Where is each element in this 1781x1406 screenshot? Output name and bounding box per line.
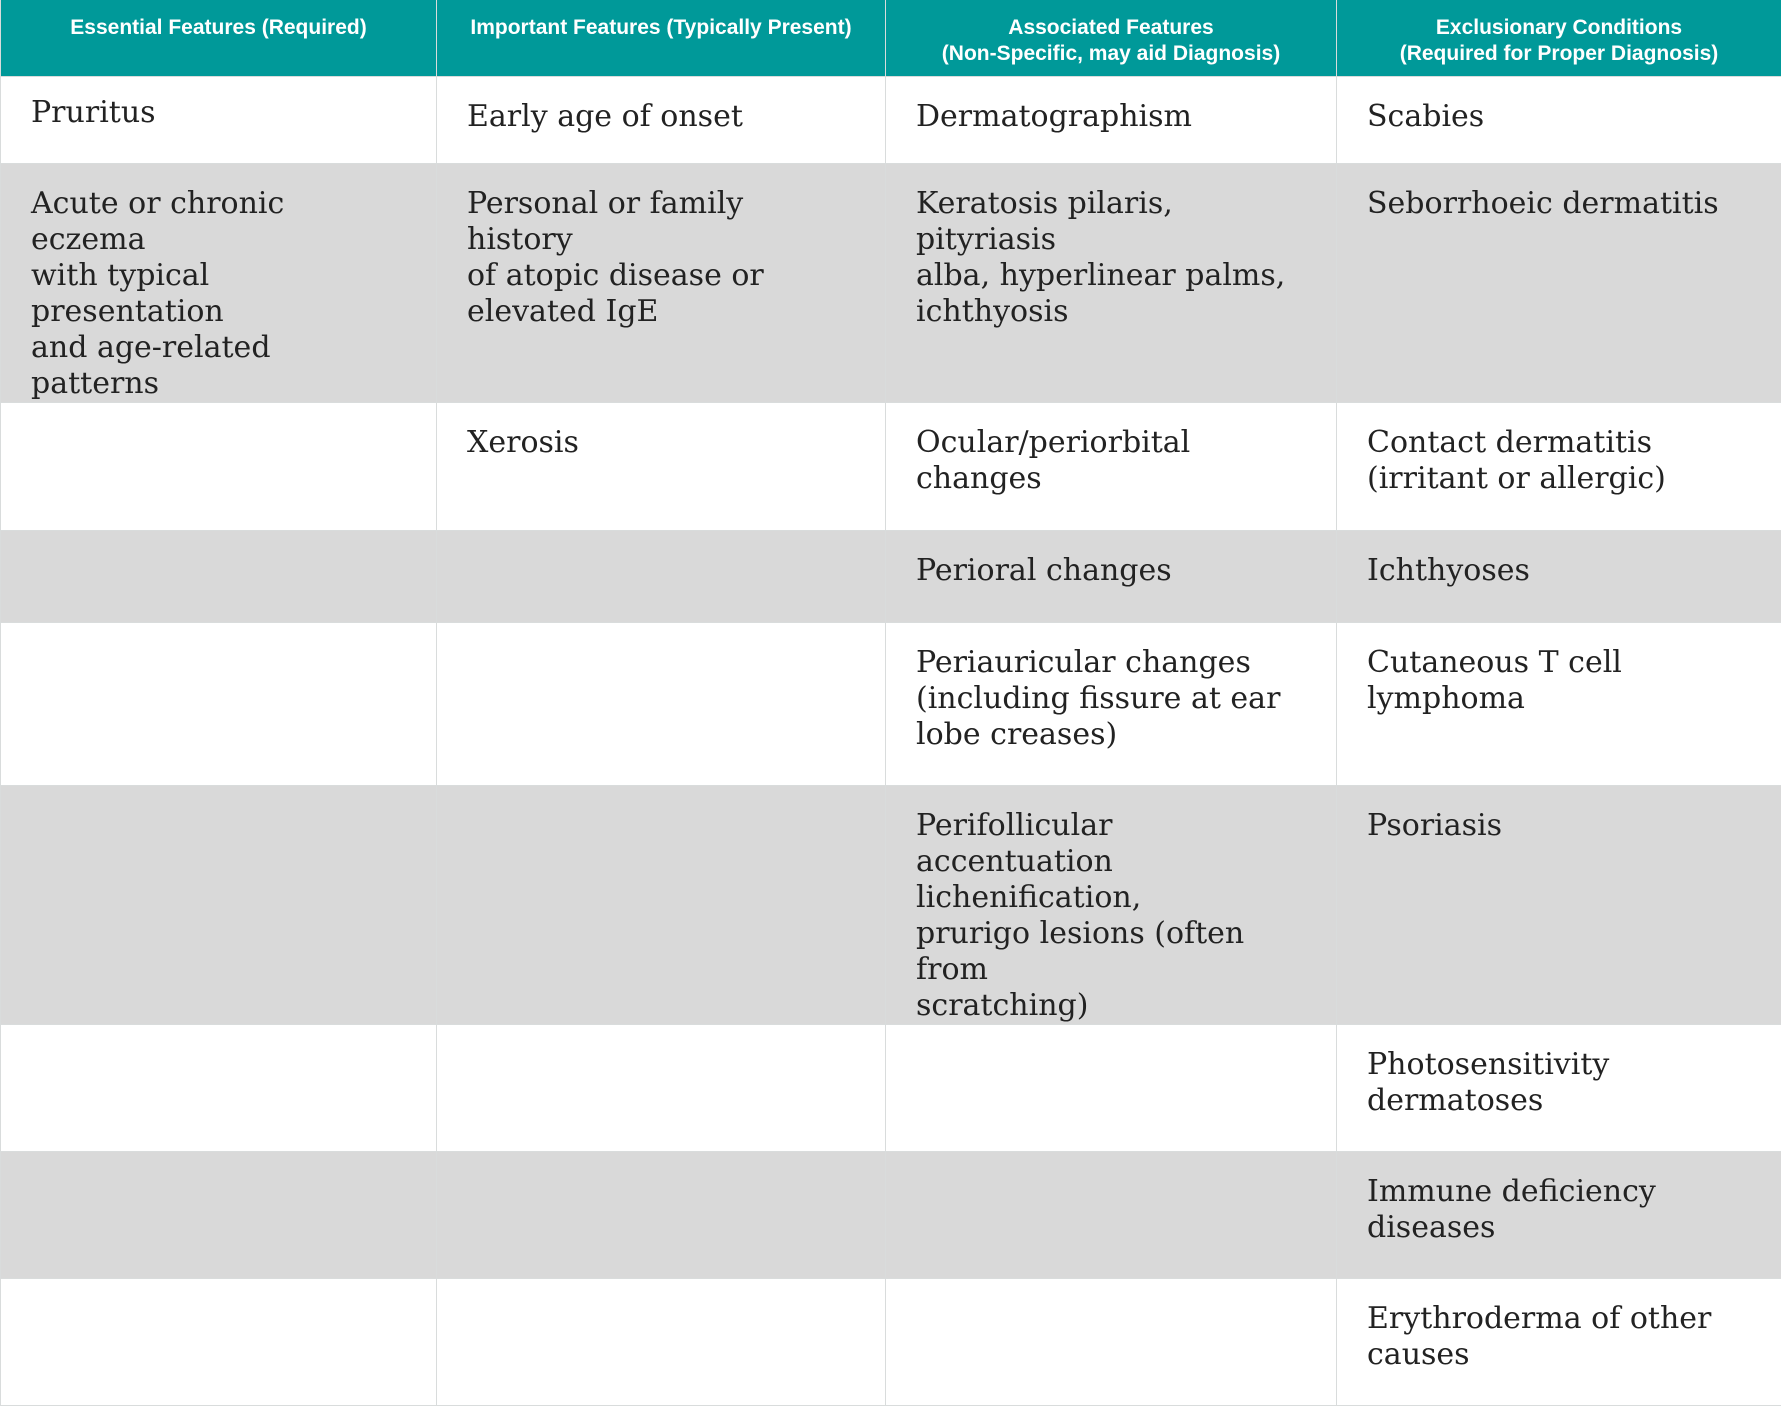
table-row xyxy=(1,785,1781,1024)
header-essential-features: Essential Features (Required) xyxy=(1,0,437,76)
table-cell xyxy=(437,530,886,622)
table-cell xyxy=(886,1278,1337,1405)
table-cell: Seborrhoeic dermatitis xyxy=(1337,163,1781,402)
table-cell: Immune deficiency diseases xyxy=(1337,1151,1781,1278)
table-row xyxy=(1,1024,1781,1151)
table-cell xyxy=(886,1024,1337,1151)
table-row xyxy=(1,76,1781,163)
table-cell xyxy=(1,622,437,785)
table-row xyxy=(1,1278,1781,1405)
table-cell: Perioral changes xyxy=(886,530,1337,622)
table-cell: Contact dermatitis (irritant or allergic) xyxy=(1337,402,1781,530)
table-cell xyxy=(1,785,437,1024)
table-cell xyxy=(1,530,437,622)
table-cell: Periauricular changes (including fissure at ear lobe creases) xyxy=(886,622,1337,785)
table-row xyxy=(1,622,1781,785)
table-cell: Ichthyoses xyxy=(1337,530,1781,622)
table-cell xyxy=(437,1024,886,1151)
table-cell: Personal or family history of atopic disease or elevated IgE xyxy=(437,163,886,402)
table-cell: Perifollicular accentuation lichenification, prurigo lesions (often from scratching) xyxy=(886,785,1337,1024)
table-cell: Scabies xyxy=(1337,76,1781,163)
table-row xyxy=(1,163,1781,402)
header-row xyxy=(1,0,1781,76)
table-cell xyxy=(886,1151,1337,1278)
table-cell xyxy=(1,1024,437,1151)
table-row xyxy=(1,402,1781,530)
table-cell: Psoriasis xyxy=(1337,785,1781,1024)
table-cell xyxy=(437,785,886,1024)
table-cell xyxy=(1,1278,437,1405)
header-exclusionary-conditions: Exclusionary Conditions (Required for Proper Diagnosis) xyxy=(1337,0,1781,76)
table-cell: Photosensitivity dermatoses xyxy=(1337,1024,1781,1151)
table-row xyxy=(1,1151,1781,1278)
table-cell: Erythroderma of other causes xyxy=(1337,1278,1781,1405)
table-cell: Xerosis xyxy=(437,402,886,530)
table-cell: Dermatographism xyxy=(886,76,1337,163)
table-cell xyxy=(1,402,437,530)
table-cell xyxy=(437,1151,886,1278)
header-associated-features: Associated Features (Non-Specific, may aid Diagnosis) xyxy=(886,0,1337,76)
table-cell: Ocular/periorbital changes xyxy=(886,402,1337,530)
table-cell: Early age of onset xyxy=(437,76,886,163)
table-cell: Acute or chronic eczema with typical presentation and age-related patterns xyxy=(1,163,437,402)
table-cell: Keratosis pilaris, pityriasis alba, hyperlinear palms, ichthyosis xyxy=(886,163,1337,402)
table-cell xyxy=(1,1151,437,1278)
table-cell xyxy=(437,622,886,785)
table-cell: Pruritus xyxy=(1,76,437,163)
header-important-features: Important Features (Typically Present) xyxy=(437,0,886,76)
table-cell xyxy=(437,1278,886,1405)
table-row xyxy=(1,530,1781,622)
table-cell: Cutaneous T cell lymphoma xyxy=(1337,622,1781,785)
